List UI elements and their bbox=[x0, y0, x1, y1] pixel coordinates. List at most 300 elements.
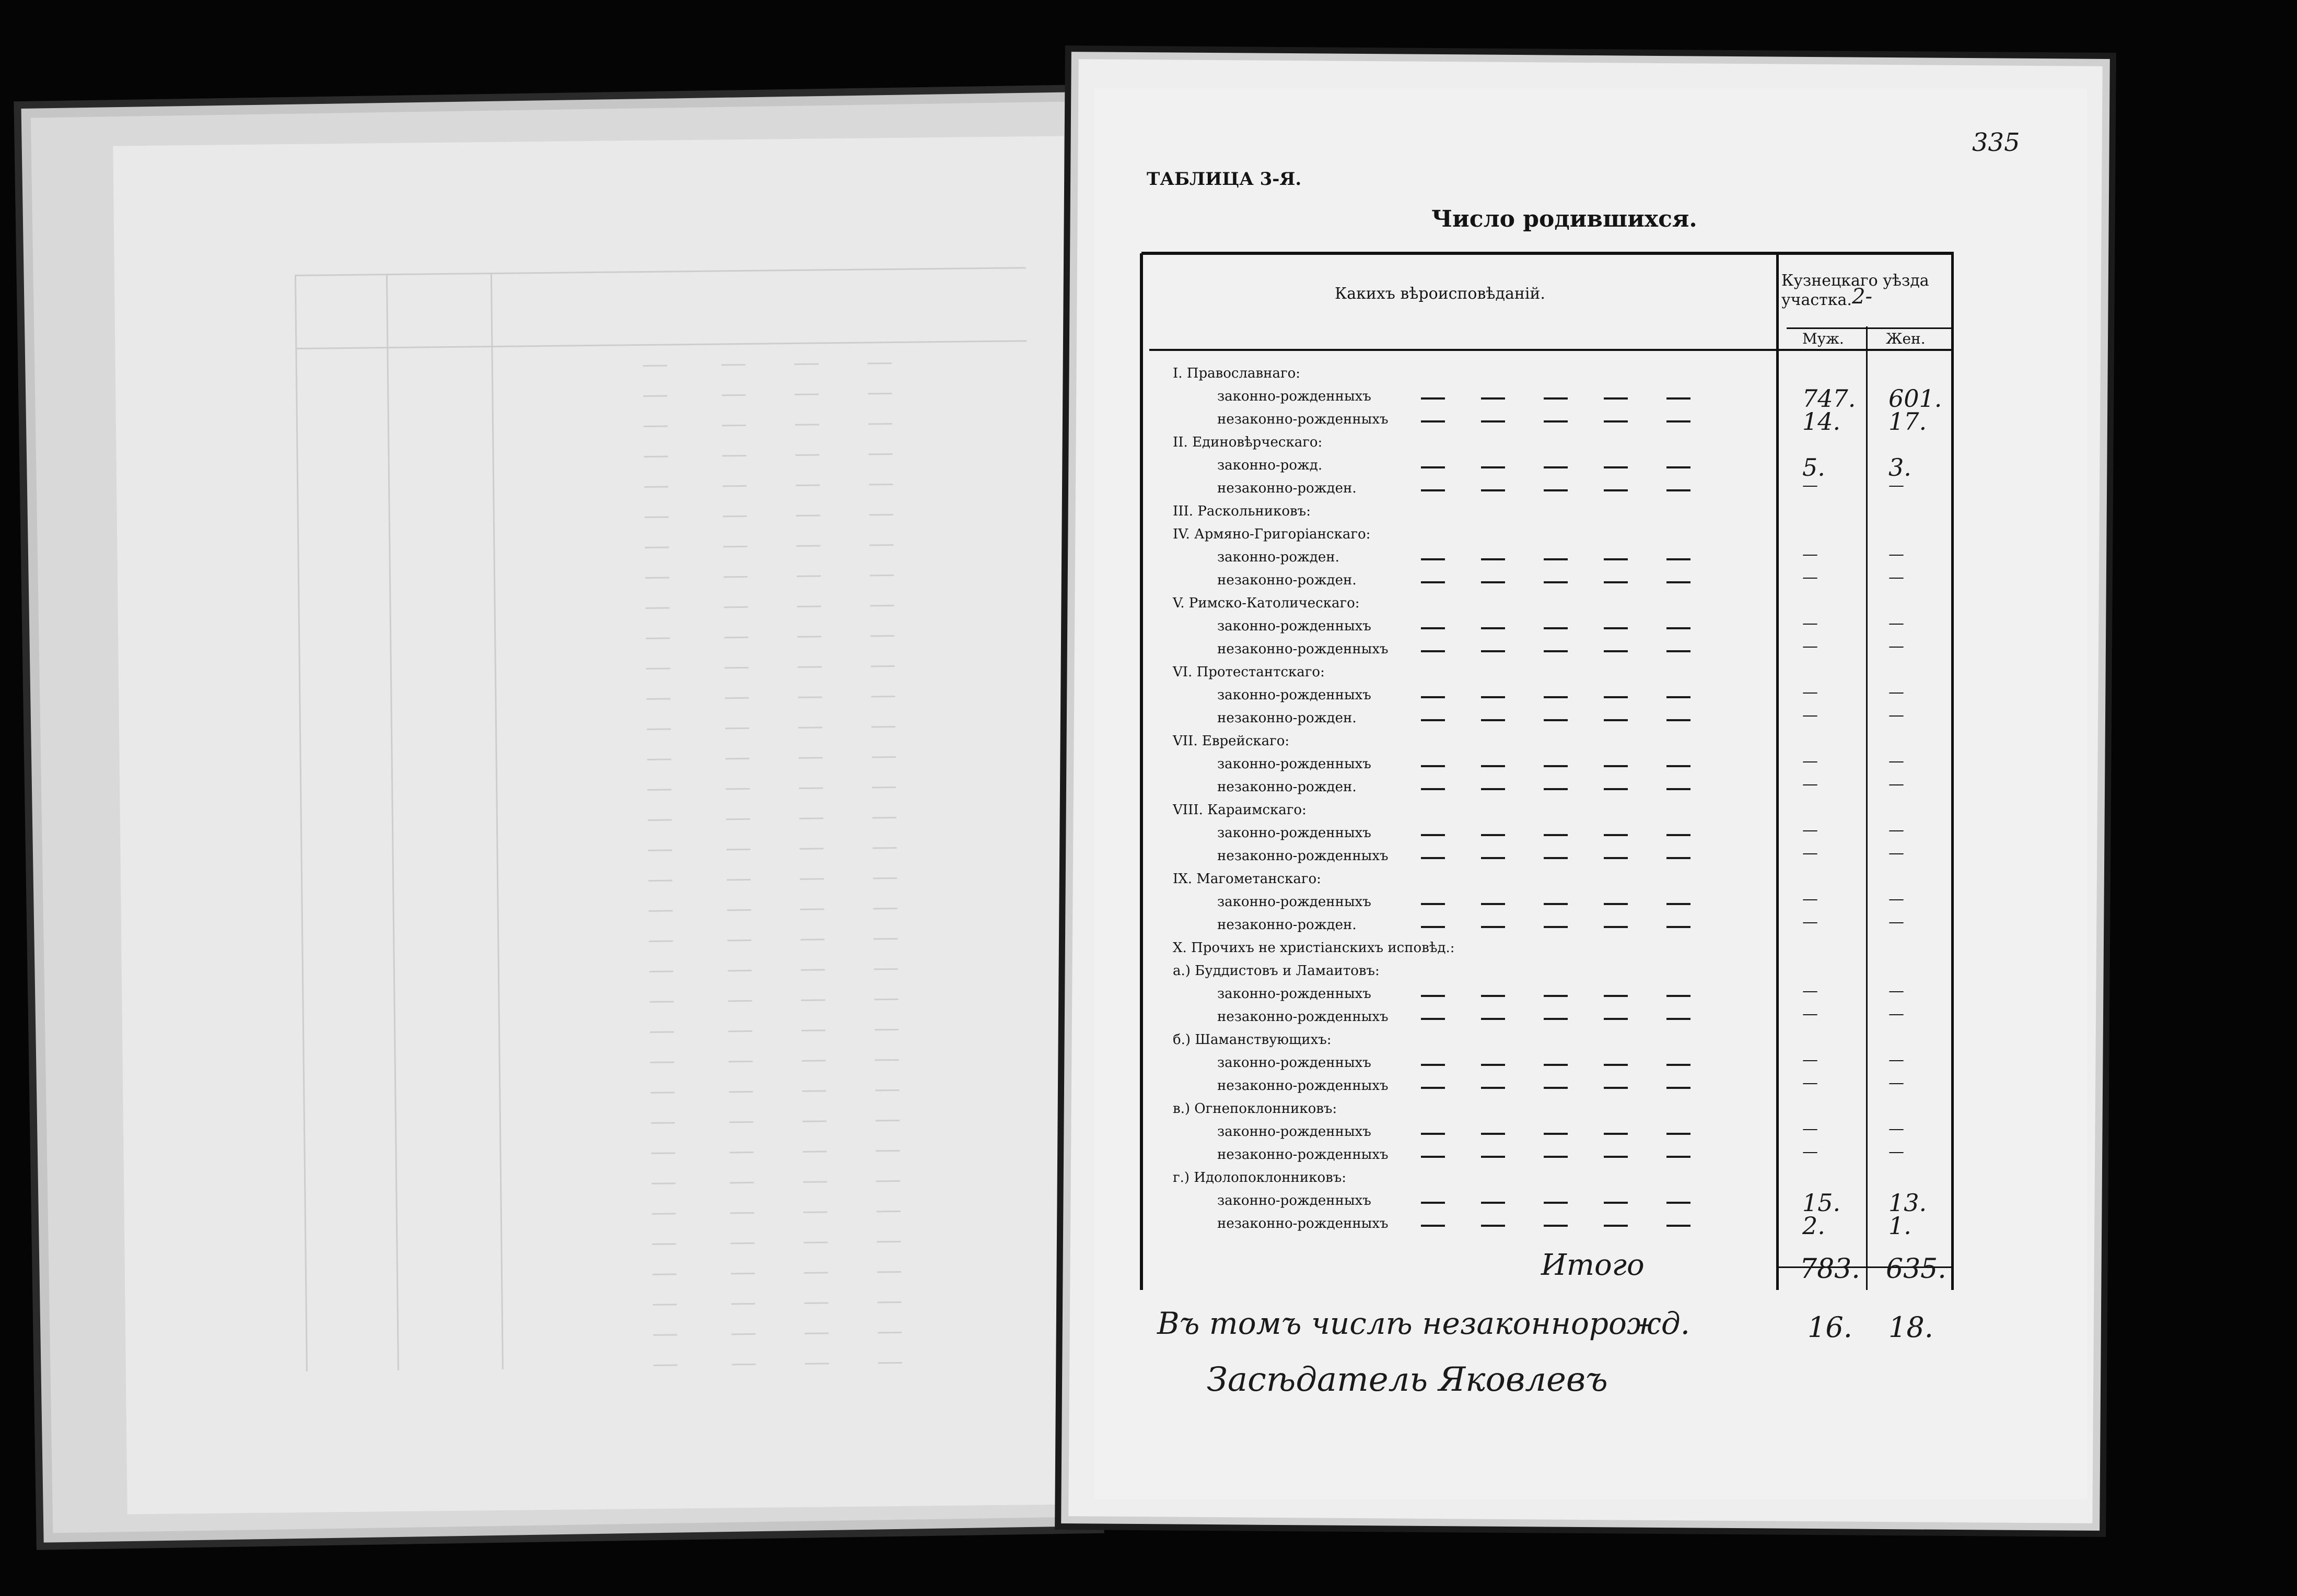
leader-dash bbox=[1666, 650, 1690, 652]
ghost-dash bbox=[646, 667, 670, 669]
ghost-dash bbox=[799, 817, 823, 819]
leader-dash bbox=[1544, 420, 1568, 423]
leader-dash bbox=[1481, 788, 1505, 790]
ghost-dash bbox=[870, 635, 894, 637]
ghost-dash bbox=[868, 393, 892, 394]
ghost-dash bbox=[800, 908, 824, 910]
ghost-dash bbox=[797, 636, 821, 637]
ghost-line bbox=[386, 274, 399, 1370]
row-label: VII. Еврейскаго: bbox=[1173, 733, 1290, 749]
ghost-dash bbox=[729, 1121, 753, 1123]
leader-dash bbox=[1481, 1156, 1505, 1158]
ghost-dash bbox=[799, 787, 823, 789]
ghost-dash bbox=[877, 1271, 901, 1273]
row-label: законно-рожденныхъ bbox=[1217, 756, 1371, 772]
cell-male: — bbox=[1802, 614, 1818, 632]
leader-dash bbox=[1604, 489, 1628, 491]
row-label: IX. Магометанскаго: bbox=[1173, 871, 1321, 887]
cell-male: 14. bbox=[1802, 407, 1841, 436]
leader-dash bbox=[1666, 834, 1690, 836]
cell-male: — bbox=[1802, 545, 1818, 564]
total-female: 635. bbox=[1886, 1253, 1946, 1285]
ghost-dash bbox=[648, 819, 672, 820]
ghost-dash bbox=[801, 999, 825, 1001]
ghost-dash bbox=[876, 1120, 900, 1121]
cell-female: — bbox=[1888, 821, 1904, 839]
ghost-dash bbox=[878, 1301, 902, 1303]
cell-female: 17. bbox=[1888, 407, 1927, 436]
ghost-dash bbox=[649, 970, 673, 972]
cell-female: — bbox=[1888, 637, 1904, 655]
row-label: незаконно-рожденныхъ bbox=[1217, 412, 1389, 427]
row-label: законно-рожденныхъ bbox=[1217, 986, 1371, 1002]
leader-dash bbox=[1544, 489, 1568, 491]
ghost-dash bbox=[798, 666, 822, 667]
leader-dash bbox=[1481, 627, 1505, 629]
ghost-dash bbox=[643, 395, 667, 397]
leader-dash bbox=[1481, 765, 1505, 767]
ghost-dash bbox=[873, 908, 897, 909]
ghost-dash bbox=[730, 1212, 754, 1214]
ghost-dash bbox=[795, 424, 819, 425]
row-label: незаконно-рожденныхъ bbox=[1217, 1147, 1389, 1163]
row-label: незаконно-рожденныхъ bbox=[1217, 848, 1389, 864]
leader-dash bbox=[1666, 1156, 1690, 1158]
header-religion: Какихъ вѣроисповѣданій. bbox=[1335, 285, 1545, 303]
cell-female: — bbox=[1888, 1143, 1904, 1161]
leader-dash bbox=[1544, 765, 1568, 767]
cell-male: — bbox=[1802, 683, 1818, 701]
cell-male: 5. bbox=[1802, 453, 1825, 482]
ghost-dash bbox=[802, 1060, 826, 1061]
header-male: Муж. bbox=[1802, 330, 1844, 347]
ghost-dash bbox=[727, 909, 751, 911]
cell-female: — bbox=[1888, 844, 1904, 862]
ghost-dash bbox=[726, 849, 750, 850]
cell-female: 1. bbox=[1888, 1212, 1911, 1240]
leader-dash bbox=[1421, 581, 1445, 583]
leader-dash bbox=[1666, 1087, 1690, 1089]
leader-dash bbox=[1544, 466, 1568, 468]
ghost-dash bbox=[650, 1061, 674, 1063]
ghost-dash bbox=[646, 637, 670, 639]
leader-dash bbox=[1604, 1133, 1628, 1135]
leader-dash bbox=[1421, 650, 1445, 652]
ghost-dash bbox=[872, 817, 896, 818]
ghost-dash bbox=[872, 847, 896, 849]
ghost-dash bbox=[804, 1332, 829, 1334]
ghost-dash bbox=[731, 1273, 755, 1274]
cell-male: — bbox=[1802, 982, 1818, 1000]
leader-dash bbox=[1544, 788, 1568, 790]
cell-male: — bbox=[1802, 1120, 1818, 1138]
ghost-dash bbox=[643, 365, 667, 367]
leader-dash bbox=[1421, 489, 1445, 491]
ghost-dash bbox=[871, 665, 895, 667]
row-label: незаконно-рожден. bbox=[1217, 917, 1357, 933]
leader-dash bbox=[1481, 1202, 1505, 1204]
ghost-dash bbox=[730, 1152, 754, 1153]
leader-dash bbox=[1604, 397, 1628, 400]
leader-dash bbox=[1666, 627, 1690, 629]
ghost-dash bbox=[721, 364, 745, 366]
ghost-dash bbox=[654, 1364, 678, 1366]
cell-male: — bbox=[1802, 568, 1818, 586]
leader-dash bbox=[1666, 765, 1690, 767]
ghost-dash bbox=[722, 485, 747, 487]
row-label: незаконно-рожден. bbox=[1217, 710, 1357, 726]
ghost-dash bbox=[728, 970, 752, 971]
ghost-dash bbox=[727, 879, 751, 881]
row-label: в.) Огнепоклонниковъ: bbox=[1173, 1101, 1337, 1117]
leader-dash bbox=[1666, 1018, 1690, 1020]
row-label: III. Раскольниковъ: bbox=[1173, 503, 1311, 519]
header-bottom-rule bbox=[1149, 349, 1954, 351]
ghost-dash bbox=[726, 758, 750, 759]
ghost-dash bbox=[873, 938, 897, 940]
leader-dash bbox=[1544, 1133, 1568, 1135]
ghost-dash bbox=[649, 940, 673, 942]
leader-dash bbox=[1544, 1018, 1568, 1020]
cell-female: — bbox=[1888, 1005, 1904, 1023]
ghost-dash bbox=[871, 696, 895, 697]
leader-dash bbox=[1604, 581, 1628, 583]
row-label: незаконно-рожденныхъ bbox=[1217, 1078, 1389, 1094]
ghost-dash bbox=[722, 455, 747, 456]
leader-dash bbox=[1421, 926, 1445, 928]
leader-dash bbox=[1666, 466, 1690, 468]
ghost-line bbox=[295, 275, 308, 1371]
leader-dash bbox=[1421, 397, 1445, 400]
leader-dash bbox=[1481, 420, 1505, 423]
row-label: незаконно-рожден. bbox=[1217, 572, 1357, 588]
ghost-dash bbox=[725, 667, 749, 668]
ghost-dash bbox=[645, 517, 669, 518]
cell-male: 747. bbox=[1802, 384, 1856, 413]
row-label: законно-рожденныхъ bbox=[1217, 687, 1371, 703]
row-label: законно-рожденныхъ bbox=[1217, 825, 1371, 841]
cell-male: — bbox=[1802, 775, 1818, 793]
cell-male: — bbox=[1802, 913, 1818, 931]
ghost-dash bbox=[877, 1241, 901, 1242]
ghost-dash bbox=[647, 758, 671, 760]
leader-dash bbox=[1481, 995, 1505, 997]
leader-dash bbox=[1544, 903, 1568, 905]
leader-dash bbox=[1666, 489, 1690, 491]
leader-dash bbox=[1421, 719, 1445, 721]
leader-dash bbox=[1481, 1018, 1505, 1020]
leader-dash bbox=[1604, 1156, 1628, 1158]
leader-dash bbox=[1421, 1064, 1445, 1066]
leader-dash bbox=[1544, 1202, 1568, 1204]
leader-dash bbox=[1481, 1133, 1505, 1135]
leader-dash bbox=[1421, 1225, 1445, 1227]
ghost-dash bbox=[644, 486, 668, 488]
ghost-dash bbox=[652, 1213, 676, 1214]
ghost-dash bbox=[797, 575, 821, 577]
row-label: VIII. Караимскаго: bbox=[1173, 802, 1307, 818]
leader-dash bbox=[1421, 627, 1445, 629]
ghost-dash bbox=[651, 1152, 675, 1154]
cell-male: — bbox=[1802, 1143, 1818, 1161]
leader-dash bbox=[1544, 696, 1568, 698]
ghost-dash bbox=[648, 849, 672, 851]
cell-female: — bbox=[1888, 1074, 1904, 1092]
ghost-dash bbox=[869, 544, 893, 546]
ghost-dash bbox=[646, 698, 670, 699]
ghost-dash bbox=[721, 394, 745, 396]
leader-dash bbox=[1666, 397, 1690, 400]
cell-male: — bbox=[1802, 706, 1818, 724]
cell-male: 2. bbox=[1802, 1212, 1825, 1240]
ghost-dash bbox=[723, 515, 747, 517]
note-female: 18. bbox=[1888, 1311, 1933, 1344]
cell-male: — bbox=[1802, 844, 1818, 862]
leader-dash bbox=[1604, 926, 1628, 928]
ghost-dash bbox=[800, 878, 824, 879]
cell-male: — bbox=[1802, 1074, 1818, 1092]
ghost-dash bbox=[803, 1211, 827, 1213]
cell-male: — bbox=[1802, 890, 1818, 908]
ghost-dash bbox=[726, 818, 750, 820]
ghost-dash bbox=[727, 940, 751, 941]
leader-dash bbox=[1666, 420, 1690, 423]
ghost-dash bbox=[878, 1362, 902, 1364]
leader-dash bbox=[1421, 420, 1445, 423]
ghost-dash bbox=[796, 514, 820, 516]
ghost-dash bbox=[645, 577, 669, 578]
ghost-line bbox=[491, 273, 504, 1369]
ghost-dash bbox=[803, 1151, 827, 1152]
ghost-dash bbox=[730, 1182, 754, 1183]
row-label: I. Православнаго: bbox=[1173, 366, 1300, 381]
leader-dash bbox=[1544, 650, 1568, 652]
cell-female: — bbox=[1888, 775, 1904, 793]
ghost-dash bbox=[868, 362, 892, 364]
subheader-rule bbox=[1787, 327, 1954, 329]
leader-dash bbox=[1421, 1202, 1445, 1204]
ghost-dash bbox=[797, 605, 821, 607]
ghost-dash bbox=[650, 1092, 674, 1093]
cell-female: — bbox=[1888, 982, 1904, 1000]
leader-dash bbox=[1481, 696, 1505, 698]
leader-dash bbox=[1481, 558, 1505, 560]
ghost-dash bbox=[874, 968, 898, 970]
ghost-dash bbox=[653, 1304, 677, 1305]
cell-female: — bbox=[1888, 476, 1904, 495]
leader-dash bbox=[1666, 1133, 1690, 1135]
cell-male: — bbox=[1802, 752, 1818, 770]
ghost-dash bbox=[652, 1243, 676, 1245]
district-number: 2- bbox=[1852, 285, 1872, 309]
row-label: а.) Буддистовъ и Ламаитовъ: bbox=[1173, 963, 1380, 979]
ghost-line bbox=[295, 340, 1027, 349]
leader-dash bbox=[1544, 627, 1568, 629]
leader-dash bbox=[1666, 926, 1690, 928]
row-label: законно-рожденныхъ bbox=[1217, 618, 1371, 634]
cell-female: — bbox=[1888, 568, 1904, 586]
ghost-dash bbox=[648, 879, 672, 881]
leader-dash bbox=[1604, 650, 1628, 652]
cell-male: — bbox=[1802, 1051, 1818, 1069]
leader-dash bbox=[1481, 1087, 1505, 1089]
ghost-dash bbox=[650, 1001, 674, 1002]
leader-dash bbox=[1666, 581, 1690, 583]
ghost-dash bbox=[799, 848, 823, 849]
header-district-line2: участка. bbox=[1781, 291, 1852, 309]
ghost-dash bbox=[728, 1030, 752, 1032]
ghost-dash bbox=[805, 1363, 829, 1364]
leader-dash bbox=[1604, 627, 1628, 629]
cell-female: — bbox=[1888, 683, 1904, 701]
ghost-dash bbox=[870, 574, 894, 576]
ghost-line bbox=[295, 267, 1026, 276]
leader-dash bbox=[1481, 857, 1505, 859]
row-label: законно-рожденныхъ bbox=[1217, 1193, 1371, 1208]
handwritten-note: Въ томъ числѣ незаконнорожд. bbox=[1157, 1306, 1690, 1341]
leader-dash bbox=[1544, 558, 1568, 560]
leader-dash bbox=[1421, 834, 1445, 836]
ghost-dash bbox=[650, 1031, 674, 1032]
leader-dash bbox=[1604, 1225, 1628, 1227]
column-divider-sex bbox=[1866, 326, 1868, 1290]
cell-female: — bbox=[1888, 614, 1904, 632]
cell-male: — bbox=[1802, 637, 1818, 655]
table-label: ТАБЛИЦА 3-Я. bbox=[1147, 169, 1302, 190]
leader-dash bbox=[1666, 1225, 1690, 1227]
ghost-dash bbox=[726, 788, 750, 790]
row-label: законно-рожденныхъ bbox=[1217, 389, 1371, 404]
ghost-dash bbox=[728, 1000, 752, 1002]
cell-female: — bbox=[1888, 1120, 1904, 1138]
ghost-dash bbox=[868, 423, 892, 425]
leader-dash bbox=[1421, 696, 1445, 698]
cell-female: — bbox=[1888, 752, 1904, 770]
ghost-dash bbox=[647, 789, 671, 790]
leader-dash bbox=[1421, 1156, 1445, 1158]
leader-dash bbox=[1604, 696, 1628, 698]
ghost-dash bbox=[652, 1273, 677, 1275]
ghost-dash bbox=[724, 576, 748, 578]
leader-dash bbox=[1604, 558, 1628, 560]
ghost-dash bbox=[724, 606, 748, 608]
leader-dash bbox=[1544, 581, 1568, 583]
row-label: законно-рожд. bbox=[1217, 457, 1323, 473]
leader-dash bbox=[1604, 857, 1628, 859]
cell-female: 601. bbox=[1888, 384, 1942, 413]
leader-dash bbox=[1604, 466, 1628, 468]
table-top-rule bbox=[1141, 252, 1954, 255]
ghost-dash bbox=[803, 1181, 827, 1182]
ghost-dash bbox=[729, 1091, 753, 1093]
row-label: законно-рожденныхъ bbox=[1217, 894, 1371, 910]
ghost-dash bbox=[646, 607, 670, 608]
ghost-dash bbox=[804, 1302, 829, 1304]
ghost-dash bbox=[875, 999, 899, 1000]
leader-dash bbox=[1604, 788, 1628, 790]
row-label: законно-рожденныхъ bbox=[1217, 1124, 1371, 1140]
leader-dash bbox=[1544, 397, 1568, 400]
ghost-dash bbox=[796, 484, 820, 486]
row-label: незаконно-рожденныхъ bbox=[1217, 1216, 1389, 1231]
leader-dash bbox=[1481, 1064, 1505, 1066]
ghost-dash bbox=[795, 393, 819, 395]
leader-dash bbox=[1604, 995, 1628, 997]
leader-dash bbox=[1604, 1202, 1628, 1204]
leader-dash bbox=[1481, 466, 1505, 468]
leader-dash bbox=[1544, 995, 1568, 997]
leader-dash bbox=[1666, 696, 1690, 698]
header-district-line1: Кузнецкаго уѣзда bbox=[1781, 272, 1929, 290]
leader-dash bbox=[1544, 1156, 1568, 1158]
leader-dash bbox=[1544, 926, 1568, 928]
row-label: незаконно-рожден. bbox=[1217, 480, 1357, 496]
cell-female: — bbox=[1888, 913, 1904, 931]
leader-dash bbox=[1604, 1018, 1628, 1020]
ghost-dash bbox=[731, 1303, 755, 1305]
leader-dash bbox=[1604, 1087, 1628, 1089]
leader-dash bbox=[1666, 1064, 1690, 1066]
leader-dash bbox=[1481, 397, 1505, 400]
table-left-border bbox=[1140, 253, 1143, 1290]
ghost-dash bbox=[873, 877, 897, 879]
ghost-dash bbox=[644, 456, 668, 457]
note-male: 16. bbox=[1808, 1311, 1852, 1344]
ghost-dash bbox=[795, 363, 819, 365]
leader-dash bbox=[1421, 1133, 1445, 1135]
cell-male: — bbox=[1802, 1005, 1818, 1023]
ghost-dash bbox=[876, 1180, 900, 1182]
cell-male: 15. bbox=[1802, 1189, 1841, 1217]
left-page-sheet bbox=[113, 136, 1078, 1515]
ghost-dash bbox=[653, 1334, 677, 1335]
row-label: законно-рожденныхъ bbox=[1217, 1055, 1371, 1071]
leader-dash bbox=[1481, 581, 1505, 583]
row-label: б.) Шаманствующихъ: bbox=[1173, 1032, 1332, 1048]
ghost-dash bbox=[798, 726, 822, 728]
row-label: IV. Армяно-Григоріанскаго: bbox=[1173, 526, 1371, 542]
leader-dash bbox=[1666, 558, 1690, 560]
leader-dash bbox=[1481, 903, 1505, 905]
leader-dash bbox=[1666, 903, 1690, 905]
ghost-dash bbox=[871, 726, 895, 727]
ghost-dash bbox=[722, 425, 746, 426]
ghost-dash bbox=[804, 1272, 828, 1273]
ghost-dash bbox=[729, 1061, 753, 1062]
ghost-dash bbox=[798, 696, 822, 698]
row-label: II. Единовѣрческаго: bbox=[1173, 435, 1323, 450]
cell-female: — bbox=[1888, 1051, 1904, 1069]
leader-dash bbox=[1421, 903, 1445, 905]
leader-dash bbox=[1604, 1064, 1628, 1066]
ghost-dash bbox=[800, 938, 824, 940]
row-label: X. Прочихъ не христіанскихъ исповѣд.: bbox=[1173, 940, 1455, 956]
leader-dash bbox=[1421, 857, 1445, 859]
signature: Засѣдатель Яковлевъ bbox=[1207, 1360, 1608, 1399]
cell-male: — bbox=[1802, 476, 1818, 495]
row-label: г.) Идолопоклонниковъ: bbox=[1173, 1170, 1347, 1186]
leader-dash bbox=[1421, 788, 1445, 790]
leader-dash bbox=[1544, 857, 1568, 859]
ghost-dash bbox=[869, 484, 893, 485]
page-number: 335 bbox=[1972, 128, 2020, 157]
document-title: Число родившихся. bbox=[1431, 206, 1697, 232]
ghost-dash bbox=[801, 1029, 825, 1031]
ghost-dash bbox=[875, 1089, 899, 1091]
cell-female: — bbox=[1888, 706, 1904, 724]
leader-dash bbox=[1421, 558, 1445, 560]
ghost-dash bbox=[725, 727, 749, 729]
